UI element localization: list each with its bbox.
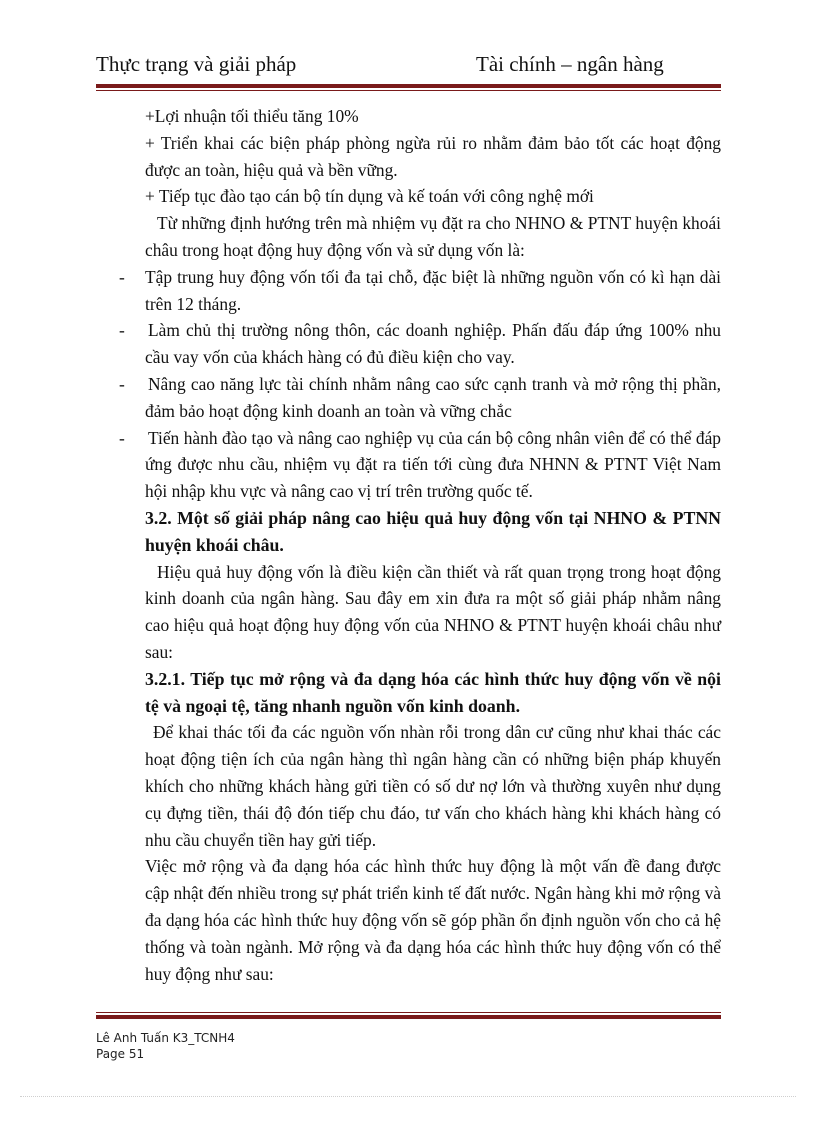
list-item-text: Nâng cao năng lực tài chính nhằm nâng cao sức cạnh tranh và mở rộng thị phần, đảm bảo hoạt động kinh doanh an toàn và vững chắc: [145, 373, 721, 421]
list-dash: -: [119, 266, 125, 287]
body-line-1: +Lợi nhuận tối thiểu tăng 10%: [145, 106, 359, 126]
page-header: [96, 52, 721, 82]
list-item-text: Tiến hành đào tạo và nâng cao nghiệp vụ của cán bộ công nhân viên để có thể đáp ứng được nhu cầu, nhiệm vụ đặt ra tiến tới cùng đưa NHNN & PTNT Việt Nam hội nhập khu vực và nâng cao vị trí trên trường quốc tế.: [145, 427, 721, 502]
page-footer: [96, 1030, 235, 1062]
body-paragraph-orientation: Từ những định hướng trên mà nhiệm vụ đặt ra cho NHNO & PTNT huyện khoái châu trong hoạt động huy động vốn và sử dụng vốn là:: [145, 213, 721, 260]
list-dash: -: [119, 373, 125, 394]
body-line-2: + Triển khai các biện pháp phòng ngừa rủi ro nhằm đảm bảo tốt các hoạt động được an toàn, hiệu quả và bền vững.: [145, 132, 721, 180]
header-rule: [96, 84, 721, 91]
body-paragraph-intro: Hiệu quả huy động vốn là điều kiện cần thiết và rất quan trọng trong hoạt động kinh doanh của ngân hàng. Sau đây em xin đưa ra một số giải pháp nhằm nâng cao hiệu quả hoạt động huy động vốn của NHNO & PTNT huyện khoái châu như sau:: [145, 561, 721, 662]
section-heading-3-2: 3.2. Một số giải pháp nâng cao hiệu quả huy động vốn tại NHNO & PTNN huyện khoái châu.: [145, 507, 721, 555]
body-paragraph-mobilize: Để khai thác tối đa các nguồn vốn nhàn rỗi trong dân cư cũng như khai thác các hoạt động tiện ích của ngân hàng thì ngân hàng cần có những biện pháp khuyến khích cho những khách hàng gửi tiền có số dư nợ lớn và thường xuyên như dụng cụ đựng tiền, thái độ đón tiếp chu đáo, tư vấn cho khách hàng khi khách hàng có nhu cầu chuyển tiền hay gửi tiếp.: [145, 722, 721, 850]
list-item: [119, 264, 721, 318]
list-item: [119, 425, 721, 505]
list-item: [119, 371, 721, 425]
header-left-title: Thực trạng và giải pháp: [96, 52, 297, 76]
footer-page-number: Page 51: [96, 1047, 145, 1061]
list-dash: -: [119, 427, 125, 448]
list-item-text: Tập trung huy động vốn tối đa tại chỗ, đặc biệt là những nguồn vốn có kì hạn dài trên 12 tháng.: [145, 266, 721, 314]
header-right-title: Tài chính – ngân hàng: [476, 52, 664, 76]
section-heading-3-2-1: 3.2.1. Tiếp tục mở rộng và đa dạng hóa các hình thức huy động vốn về nội tệ và ngoại tệ, tăng nhanh nguồn vốn kinh doanh.: [145, 668, 721, 716]
list-item-text: Làm chủ thị trường nông thôn, các doanh nghiệp. Phấn đấu đáp ứng 100% nhu cầu vay vốn của khách hàng có đủ điều kiện cho vay.: [145, 320, 721, 368]
page-bottom-divider: [20, 1096, 796, 1097]
footer-rule: [96, 1012, 721, 1019]
list-dash: -: [119, 320, 125, 341]
list-item: [119, 317, 721, 371]
body-paragraph-diversify: Việc mở rộng và đa dạng hóa các hình thức huy động là một vấn đề đang được cập nhật đến nhiều trong sự phát triển kinh tế đất nước. Ngân hàng khi mở rộng và đa dạng hóa các hình thức huy động vốn sẽ góp phần ổn định nguồn vốn cho cả hệ thống và toàn ngành. Mở rộng và đa dạng hóa các hình thức huy động vốn có thể huy động như sau:: [145, 856, 721, 984]
footer-author: Lê Anh Tuấn K3_TCNH4: [96, 1031, 235, 1045]
page-body: [119, 103, 721, 987]
body-line-3: + Tiếp tục đào tạo cán bộ tín dụng và kế toán với công nghệ mới: [145, 186, 594, 207]
